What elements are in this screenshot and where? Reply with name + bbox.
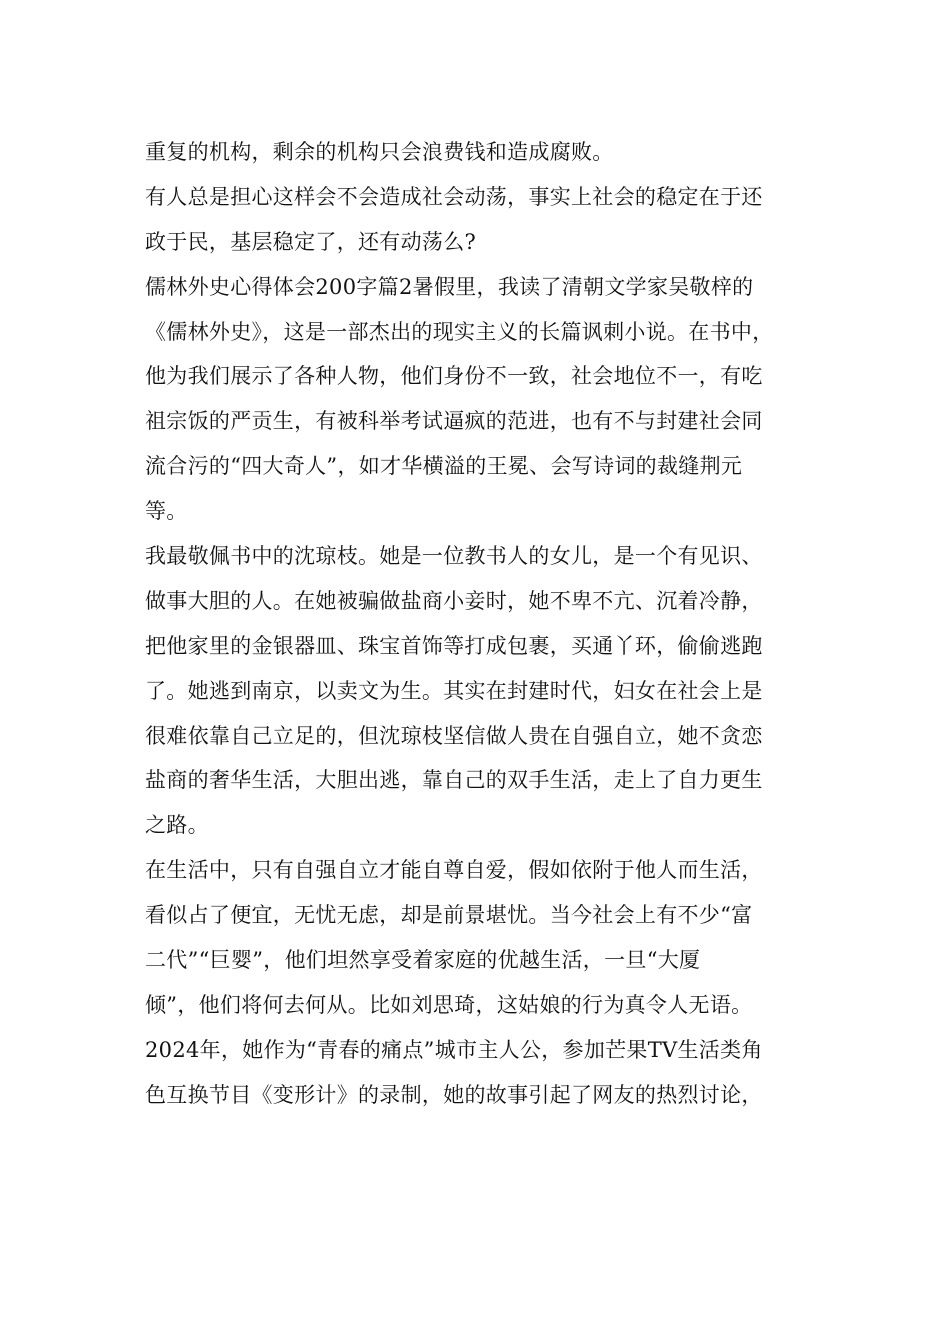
text-line: 把他家里的金银器皿、珠宝首饰等打成包裹，买通丫环，偷偷逃跑 <box>145 633 763 658</box>
text-line: 政于民，基层稳定了，还有动荡么? <box>145 229 477 254</box>
text-line: 在生活中，只有自强自立才能自尊自爱，假如依附于他人而生活， <box>145 858 763 883</box>
text-line: 盐商的奢华生活，大胆出逃，靠自己的双手生活，走上了自力更生 <box>145 768 763 793</box>
text-line: 二代”“巨婴”，他们坦然享受着家庭的优越生活，一旦“大厦 <box>145 948 701 973</box>
text-line: 《儒林外史》，这是一部杰出的现实主义的长篇讽刺小说。在书中， <box>145 319 774 344</box>
text-line: 有人总是担心这样会不会造成社会动荡，事实上社会的稳定在于还 <box>145 184 763 209</box>
text-line: 我最敬佩书中的沈琼枝。她是一位教书人的女儿，是一个有见识、 <box>145 544 763 569</box>
text-line: 倾”，他们将何去何从。比如刘思琦，这姑娘的行为真令人无语。 <box>145 992 753 1017</box>
text-line: 流合污的“四大奇人”，如才华横溢的王冕、会写诗词的裁缝荆元 <box>145 454 743 479</box>
text-line: 祖宗饭的严贡生，有被科举考试逼疯的范进，也有不与封建社会同 <box>145 409 763 434</box>
text-line: 之路。 <box>145 813 209 838</box>
text-line: 他为我们展示了各种人物，他们身份不一致，社会地位不一，有吃 <box>145 364 763 389</box>
body-text <box>145 130 845 1118</box>
text-line: 了。她逃到南京，以卖文为生。其实在封建时代，妇女在社会上是 <box>145 678 763 703</box>
text-line: 儒林外史心得体会200字篇2暑假里，我读了清朝文学家吴敬梓的 <box>145 274 754 299</box>
text-line: 重复的机构，剩余的机构只会浪费钱和造成腐败。 <box>145 140 614 164</box>
text-line: 等。 <box>145 499 188 524</box>
text-line: 做事大胆的人。在她被骗做盐商小妾时，她不卑不亢、沉着冷静， <box>145 588 763 613</box>
text-line: 2024年，她作为“青春的痛点”城市主人公，参加芒果TV生活类角 <box>145 1037 763 1062</box>
text-line: 色互换节目《变形计》的录制，她的故事引起了网友的热烈讨论， <box>145 1082 763 1107</box>
text-line: 看似占了便宜，无忧无虑，却是前景堪忧。当今社会上有不少“富 <box>145 903 753 928</box>
text-line: 很难依靠自己立足的，但沈琼枝坚信做人贵在自强自立，她不贪恋 <box>145 723 763 748</box>
